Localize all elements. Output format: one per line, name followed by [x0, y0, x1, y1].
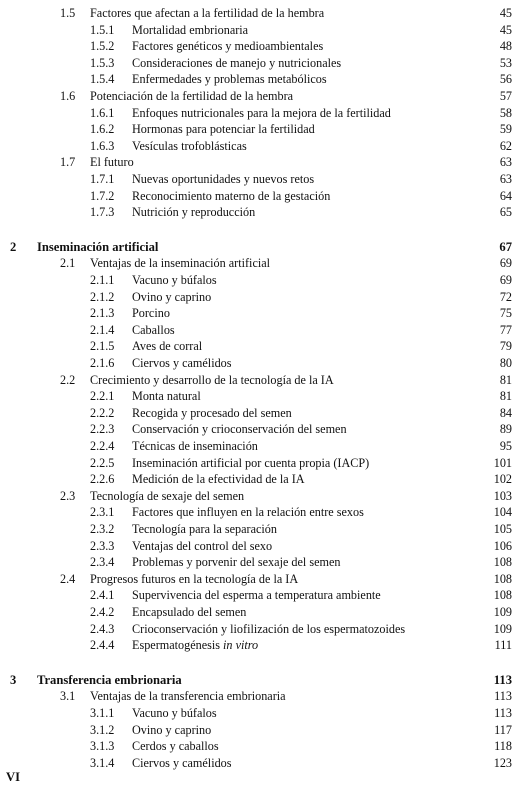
toc-entry-number: 2.2 — [60, 372, 76, 387]
toc-subsection — [0, 387, 512, 405]
toc-entry-page: 45 — [499, 22, 512, 37]
toc-entry-page: 53 — [499, 55, 512, 70]
toc-entry-page: 63 — [499, 172, 512, 186]
toc-entry-number: 3.1.1 — [90, 706, 115, 720]
toc-entry-title: Vacuno y búfalos — [132, 706, 217, 720]
toc-entry-title: Potenciación de la fertilidad de la hembra — [90, 89, 294, 103]
toc-entry-number: 3 — [10, 672, 17, 687]
toc-entry-number: 2.3 — [60, 488, 76, 503]
toc-entry-page: 56 — [499, 72, 512, 87]
toc-entry-number: 2.4.2 — [90, 605, 115, 619]
toc-section — [0, 687, 512, 705]
toc-entry-page: 89 — [499, 422, 512, 437]
toc-entry-title: Nuevas oportunidades y nuevos retos — [132, 172, 315, 186]
toc-subsection — [0, 321, 512, 339]
toc-entry-page: 102 — [493, 472, 512, 487]
toc-entry-title: Transferencia embrionaria — [37, 672, 182, 687]
toc-entry-page: 65 — [499, 205, 512, 220]
toc-entry-number: 2.4.3 — [90, 621, 115, 636]
toc-entry-page: 118 — [494, 739, 512, 754]
toc-entry-page: 45 — [499, 6, 512, 20]
toc-entry-number: 2.3.1 — [90, 505, 115, 520]
toc-entry-number: 2.1.4 — [90, 322, 115, 337]
toc-subsection — [0, 137, 512, 155]
toc-entry-title: Factores que influyen en la relación entre sexos — [132, 505, 364, 520]
toc-entry-title: Conservación y crioconservación del semen — [132, 422, 347, 437]
toc-entry-page: 67 — [499, 239, 512, 254]
toc-entry-number: 2.4 — [60, 571, 76, 586]
toc-entry-title: Recogida y procesado del semen — [132, 405, 292, 420]
toc-entry-page: 75 — [499, 306, 512, 321]
toc-subsection — [0, 603, 512, 621]
toc-entry-title: Inseminación artificial por cuenta propia (IACP) — [132, 455, 370, 470]
toc-entry-title: Encapsulado del semen — [132, 605, 247, 619]
toc-entry-page: 79 — [499, 339, 512, 354]
toc-entry-title: Monta natural — [132, 389, 201, 404]
toc-entry-title: Consideraciones de manejo y nutricionales — [132, 55, 342, 70]
toc-entry-page: 113 — [494, 706, 512, 720]
toc-subsection — [0, 721, 512, 739]
toc-entry-number: 1.7.1 — [90, 172, 115, 186]
toc-entry-title: Ciervos y camélidos — [132, 755, 232, 770]
toc-entry-number: 2.3.3 — [90, 538, 115, 553]
toc-entry-number: 2.2.5 — [90, 455, 115, 470]
toc-section — [0, 371, 512, 389]
toc-entry-title: Enfermedades y problemas metabólicos — [132, 72, 327, 87]
toc-entry-page: 108 — [493, 571, 512, 586]
toc-entry-number: 1.6.1 — [90, 105, 115, 120]
toc-entry-number: 1.7.3 — [90, 205, 115, 220]
toc-subsection — [0, 454, 512, 472]
toc-entry-title: Hormonas para potenciar la fertilidad — [132, 122, 315, 137]
toc-entry-number: 1.7.2 — [90, 188, 115, 203]
toc-entry-number: 3.1.2 — [90, 722, 115, 737]
toc-subsection — [0, 288, 512, 306]
toc-entry-number: 1.5 — [60, 6, 76, 20]
toc-entry-page: 69 — [499, 256, 512, 271]
toc-subsection — [0, 70, 512, 88]
toc-entry-title: Crioconservación y liofilización de los espermatozoides — [132, 621, 406, 636]
toc-subsection — [0, 420, 512, 438]
toc-entry-page: 84 — [499, 405, 512, 420]
toc-entry-page: 109 — [493, 605, 512, 619]
toc-entry-page: 103 — [493, 488, 512, 503]
toc-section — [0, 153, 512, 171]
toc-entry-number: 2.2.2 — [90, 405, 115, 420]
toc-subsection — [0, 520, 512, 538]
toc-entry-number: 2.1.3 — [90, 306, 115, 321]
toc-entry-number: 1.5.4 — [90, 72, 115, 87]
toc-entry-page: 81 — [499, 389, 512, 404]
toc-entry-page: 104 — [493, 505, 512, 520]
toc-entry-number: 2.1.1 — [90, 273, 115, 287]
toc-subsection — [0, 54, 512, 72]
toc-entry-title: Porcino — [132, 306, 170, 321]
toc-entry-title: Medición de la efectividad de la IA — [132, 472, 305, 487]
toc-entry-page: 105 — [493, 522, 512, 536]
toc-entry-page: 59 — [499, 122, 512, 137]
toc-entry-number: 3.1.3 — [90, 739, 115, 754]
toc-section — [0, 4, 512, 22]
toc-entry-number: 2.4.4 — [90, 638, 115, 653]
toc-entry-title: Crecimiento y desarrollo de la tecnología de la IA — [90, 372, 334, 387]
toc-entry-page: 77 — [499, 322, 512, 337]
toc-entry-page: 57 — [499, 89, 512, 103]
toc-entry-title: Ventajas del control del sexo — [132, 538, 273, 553]
toc-entry-number: 1.5.1 — [90, 22, 115, 37]
toc-subsection — [0, 754, 512, 772]
toc-subsection — [0, 170, 512, 188]
toc-entry-number: 2.3.2 — [90, 522, 115, 536]
toc-entry-page: 123 — [493, 755, 512, 770]
toc-entry-title: Ciervos y camélidos — [132, 356, 232, 370]
toc-entry-page: 113 — [493, 672, 512, 687]
toc-entry-title: Nutrición y reproducción — [132, 205, 256, 220]
toc-entry-title: Tecnología para la separación — [132, 522, 277, 536]
toc-entry-page: 63 — [499, 155, 512, 170]
toc-subsection — [0, 37, 512, 55]
toc-subsection — [0, 437, 512, 455]
toc-entry-title: Progresos futuros en la tecnología de la IA — [90, 571, 299, 586]
toc-entry-number: 2.2.3 — [90, 422, 115, 437]
toc-entry-number: 2.4.1 — [90, 588, 115, 603]
toc-chapter — [0, 671, 512, 689]
toc-entry-page: 113 — [494, 689, 512, 704]
toc-entry-page: 69 — [499, 273, 512, 287]
toc-subsection — [0, 104, 512, 122]
toc-entry-page: 109 — [493, 621, 512, 636]
toc-entry-number: 2.2.4 — [90, 439, 115, 453]
toc-entry-page: 58 — [499, 105, 512, 120]
toc-entry-title: El futuro — [90, 155, 134, 170]
toc-subsection — [0, 271, 512, 289]
toc-entry-page: 108 — [493, 588, 512, 603]
toc-entry-title: Vesículas trofoblásticas — [132, 138, 247, 153]
toc-subsection — [0, 304, 512, 322]
toc-entry-page: 81 — [499, 372, 512, 387]
toc-subsection — [0, 704, 512, 722]
toc-entry-number: 1.5.2 — [90, 39, 115, 54]
toc-entry-title: Reconocimiento materno de la gestación — [132, 188, 331, 203]
toc-entry-title: Ventajas de la transferencia embrionaria — [90, 689, 286, 704]
toc-entry-title: Ventajas de la inseminación artificial — [90, 256, 271, 271]
toc-entry-number: 2.2.1 — [90, 389, 115, 404]
toc-entry-page: 48 — [499, 39, 512, 54]
toc-subsection — [0, 470, 512, 488]
toc-entry-title: Ovino y caprino — [132, 722, 212, 737]
toc-entry-title: Caballos — [132, 322, 175, 337]
toc-entry-title: Mortalidad embrionaria — [132, 22, 249, 37]
toc-entry-title: Inseminación artificial — [37, 239, 159, 254]
toc-subsection — [0, 354, 512, 372]
toc-subsection — [0, 337, 512, 355]
toc-entry-title: Ovino y caprino — [132, 289, 212, 304]
toc-entry-page: 95 — [499, 439, 512, 453]
toc-entry-number: 1.5.3 — [90, 55, 115, 70]
toc-entry-page: 72 — [499, 289, 512, 304]
toc-entry-page: 101 — [493, 455, 512, 470]
toc-subsection — [0, 620, 512, 638]
toc-entry-title: Espermatogénesis in vitro — [132, 638, 259, 653]
toc-entry-title: Supervivencia del esperma a temperatura ambiente — [132, 588, 381, 603]
toc-entry-page: 62 — [499, 138, 512, 153]
toc-subsection — [0, 586, 512, 604]
toc-section — [0, 254, 512, 272]
toc-subsection — [0, 404, 512, 422]
toc-section — [0, 570, 512, 588]
toc-entry-page: 64 — [499, 188, 512, 203]
toc-subsection — [0, 187, 512, 205]
toc-subsection — [0, 120, 512, 138]
toc-entry-number: 2 — [10, 239, 17, 254]
page-folio: VI — [6, 770, 20, 784]
toc-entry-number: 2.1.5 — [90, 339, 115, 354]
toc-subsection — [0, 636, 512, 654]
toc-entry-number: 3.1.4 — [90, 755, 115, 770]
toc-subsection — [0, 537, 512, 555]
toc-entry-title: Factores genéticos y medioambientales — [132, 39, 324, 54]
toc-section — [0, 487, 512, 505]
toc-entry-number: 1.7 — [60, 155, 76, 170]
toc-subsection — [0, 203, 512, 221]
toc-section — [0, 87, 512, 105]
toc-entry-page: 111 — [494, 638, 512, 653]
toc-subsection — [0, 737, 512, 755]
toc-subsection — [0, 553, 512, 571]
toc-entry-number: 1.6 — [60, 89, 76, 103]
toc-entry-title: Técnicas de inseminación — [132, 439, 258, 453]
toc-entry-title: Cerdos y caballos — [132, 739, 219, 754]
toc-entry-page: 117 — [494, 722, 512, 737]
toc-entry-page: 108 — [493, 555, 512, 570]
toc-entry-number: 1.6.3 — [90, 138, 115, 153]
toc-entry-title: Tecnología de sexaje del semen — [90, 488, 245, 503]
toc-entry-page: 106 — [493, 538, 512, 553]
toc-entry-title: Problemas y porvenir del sexaje del semen — [132, 555, 341, 570]
toc-entry-title: Factores que afectan a la fertilidad de la hembra — [90, 6, 325, 20]
toc-entry-title: Vacuno y búfalos — [132, 273, 217, 287]
toc-subsection — [0, 21, 512, 39]
toc-chapter — [0, 238, 512, 256]
toc-subsection — [0, 503, 512, 521]
toc-entry-number: 2.1.2 — [90, 289, 115, 304]
toc-entry-number: 2.1.6 — [90, 356, 115, 370]
toc-entry-number: 1.6.2 — [90, 122, 115, 137]
toc-entry-number: 3.1 — [60, 689, 76, 704]
toc-entry-number: 2.1 — [60, 256, 76, 271]
toc-entry-title: Enfoques nutricionales para la mejora de la fertilidad — [132, 105, 391, 120]
toc-entry-title: Aves de corral — [132, 339, 203, 354]
toc-entry-number: 2.2.6 — [90, 472, 115, 487]
toc-entry-page: 80 — [499, 356, 512, 370]
toc-entry-number: 2.3.4 — [90, 555, 115, 570]
